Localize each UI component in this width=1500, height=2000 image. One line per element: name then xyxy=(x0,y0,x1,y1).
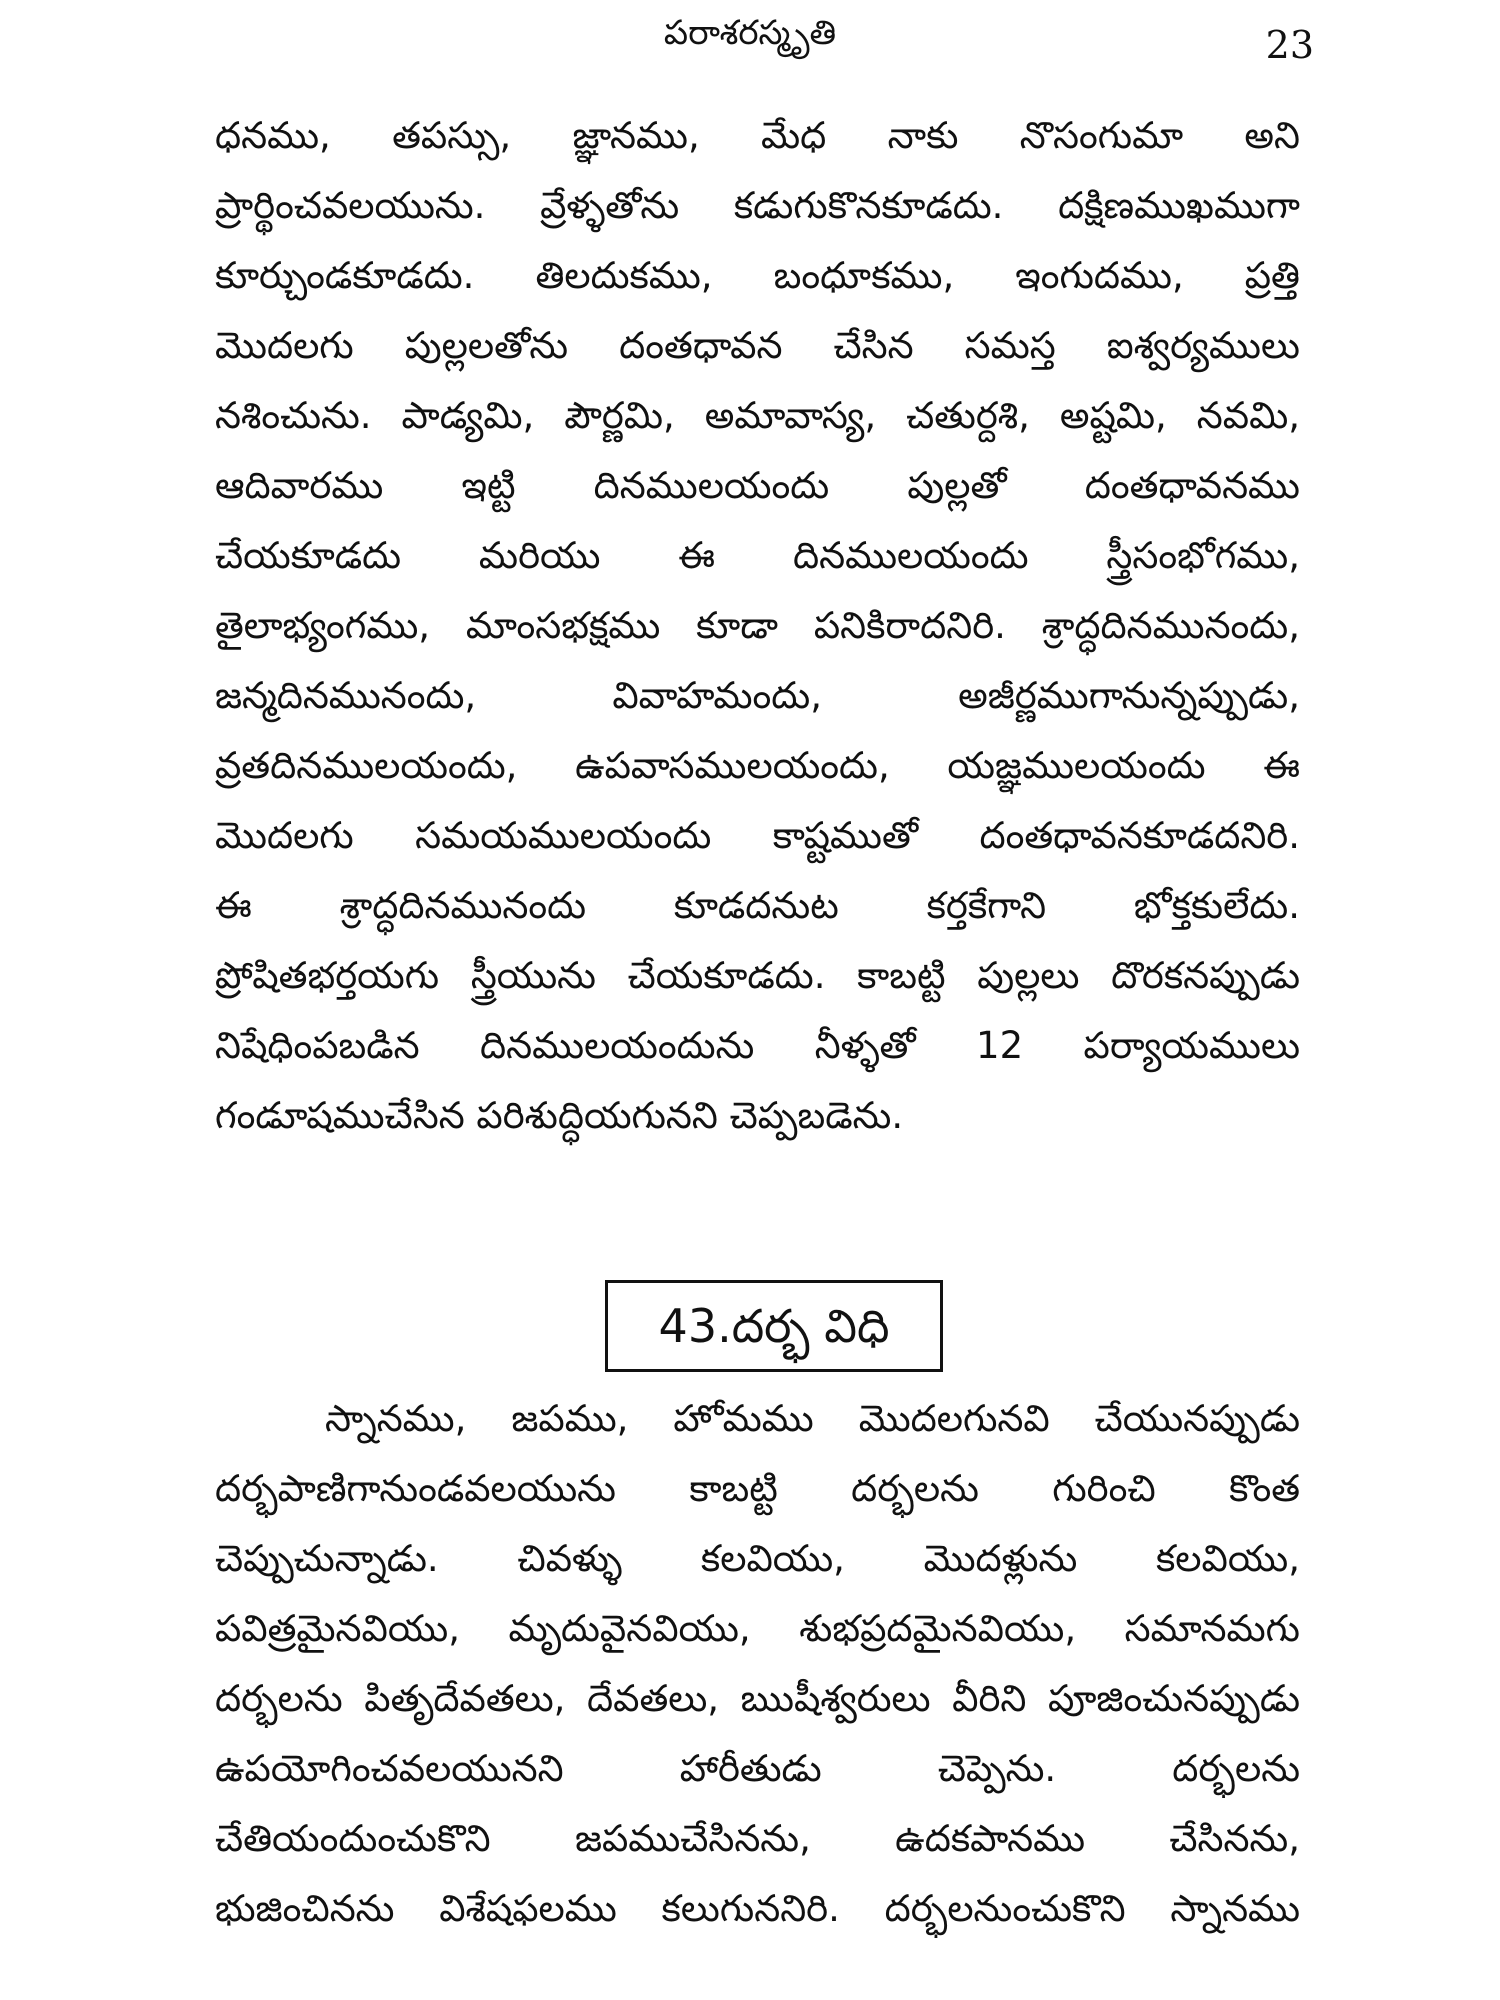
text-line: ధనము, తపస్సు, జ్ఞానము, మేధ నాకు నొసంగుమా అని xyxy=(215,114,1300,157)
text-line: ఉపయోగించవలయునని హారీతుడు చెప్పెను. దర్భలను xyxy=(215,1747,1300,1790)
text-line: తైలాభ్యంగము, మాంసభక్షము కూడా పనికిరాదనిరి. శ్రాద్ధదినమునందు, xyxy=(215,604,1300,647)
text-line: నిషేధింపబడిన దినములయందును నీళ్ళతో 12 పర్యాయములు xyxy=(215,1024,1300,1067)
text-line: నశించును. పాడ్యమి, పౌర్ణమి, అమావాస్య, చతుర్దశి, అష్టమి, నవమి, xyxy=(215,394,1300,437)
body-text xyxy=(215,101,1300,1151)
text-line: కూర్చుండకూడదు. తిలదుకము, బంధూకము, ఇంగుదము, ప్రత్తి xyxy=(215,254,1300,297)
text-line: దర్భలను పితృదేవతలు, దేవతలు, ఋషీశ్వరులు వీరిని పూజించునప్పుడు xyxy=(215,1677,1300,1720)
text-line: వ్రతదినములయందు, ఉపవాసములయందు, యజ్ఞములయందు ఈ xyxy=(215,744,1300,787)
text-line: దర్భపాణిగానుండవలయును కాబట్టి దర్భలను గురించి కొంత xyxy=(215,1467,1300,1510)
text-line: ప్రోషితభర్తయగు స్త్రీయును చేయకూడదు. కాబట్టి పుల్లలు దొరకనప్పుడు xyxy=(215,954,1300,997)
section-heading-box xyxy=(605,1280,943,1372)
running-title: పరాశరస్మృతి xyxy=(663,13,837,53)
text-line: స్నానము, జపము, హోమము మొదలగునవి చేయునప్పుడు xyxy=(325,1397,1300,1440)
section-text xyxy=(215,1384,1300,1944)
text-line: భుజించినను విశేషఫలము కలుగుననిరి. దర్భలనుంచుకొని స్నానము xyxy=(215,1887,1300,1930)
text-line: చెప్పుచున్నాడు. చివళ్ళు కలవియు, మొదళ్లును కలవియు, xyxy=(215,1537,1300,1580)
text-line: ప్రార్థించవలయును. వ్రేళ్ళతోను కడుగుకొనకూడదు. దక్షిణముఖముగా xyxy=(215,184,1300,227)
text-line: మొదలగు సమయములయందు కాష్టముతో దంతధావనకూడదనిరి. xyxy=(215,814,1300,857)
text-line: చేయకూడదు మరియు ఈ దినములయందు స్త్రీసంభోగము, xyxy=(215,534,1300,577)
text-line: మొదలగు పుల్లలతోను దంతధావన చేసిన సమస్త ఐశ్వర్యములు xyxy=(215,324,1300,367)
text-line-last: గండూషముచేసిన పరిశుద్ధియగునని చెప్పబడెను. xyxy=(215,1094,904,1137)
text-line: చేతియందుంచుకొని జపముచేసినను, ఉదకపానము చేసినను, xyxy=(215,1817,1300,1860)
text-line: ఆదివారము ఇట్టి దినములయందు పుల్లతో దంతధావనము xyxy=(215,464,1300,507)
page-number: 23 xyxy=(1265,23,1314,67)
text-line: జన్మదినమునందు, వివాహమందు, అజీర్ణముగానున్నప్పుడు, xyxy=(215,674,1300,717)
text-line: పవిత్రమైనవియు, మృదువైనవియు, శుభప్రదమైనవియు, సమానమగు xyxy=(215,1607,1300,1650)
section-heading: 43.దర్భ విధి xyxy=(658,1299,890,1353)
text-line: ఈ శ్రాద్ధదినమునందు కూడదనుట కర్తకేగాని భోక్తకులేదు. xyxy=(215,884,1300,927)
